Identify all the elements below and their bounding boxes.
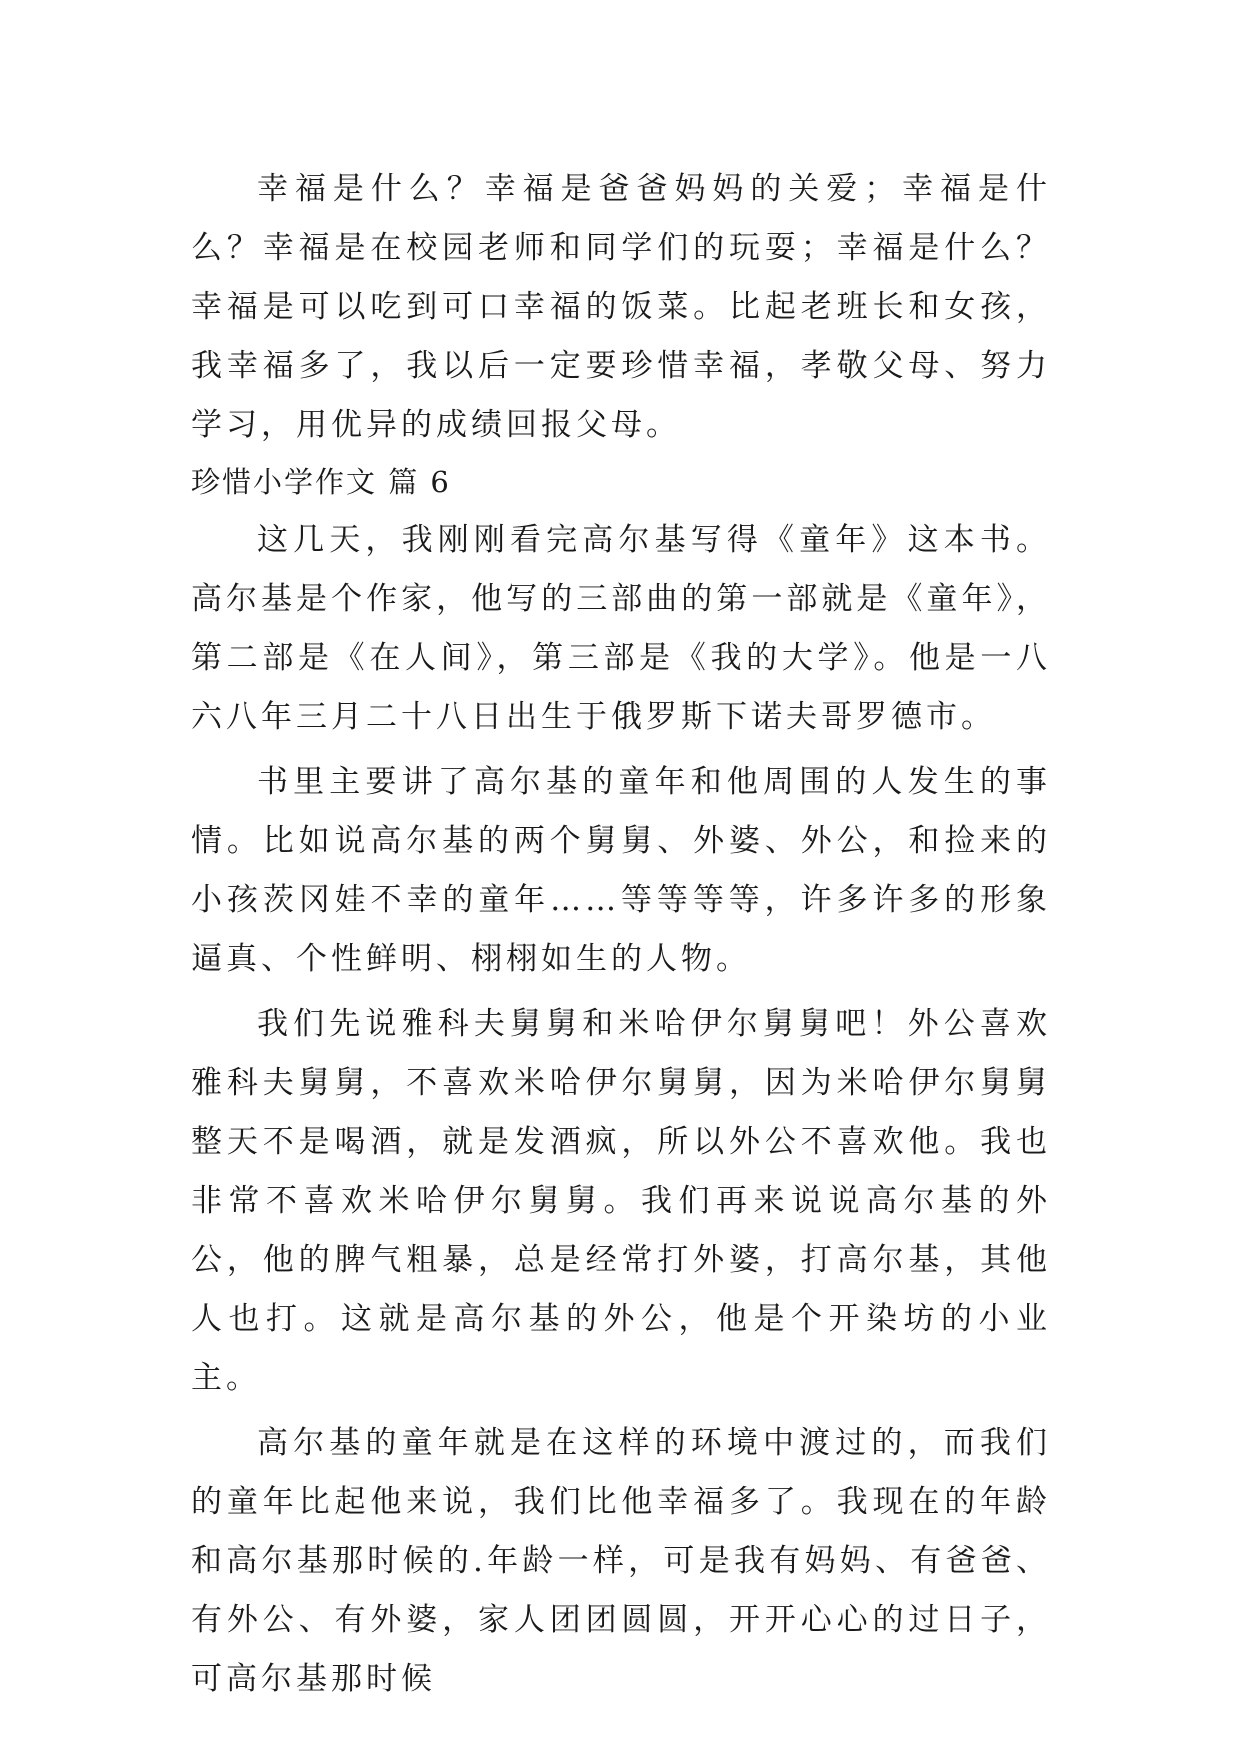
- paragraph-childhood-book: 这几天，我刚刚看完高尔基写得《童年》这本书。高尔基是个作家，他写的三部曲的第一部就是《童年》，第二部是《在人间》，第三部是《我的大学》。他是一八六八年三月二十八日出生于俄罗斯下诺夫哥罗德市。: [191, 522, 1051, 735]
- paragraph-happiness: 幸福是什么？幸福是爸爸妈妈的关爱；幸福是什么？幸福是在校园老师和同学们的玩耍；幸福是什么？幸福是可以吃到可口幸福的饭菜。比起老班长和女孩，我幸福多了，我以后一定要珍惜幸福，孝敬父母、努力学习，用优异的成绩回报父母。: [191, 171, 1051, 443]
- section-heading: 珍惜小学作文 篇 6: [191, 465, 451, 499]
- paragraph-book-content: 书里主要讲了高尔基的童年和他周围的人发生的事情。比如说高尔基的两个舅舅、外婆、外公，和捡来的小孩茨冈娃不幸的童年……等等等等，许多许多的形象逼真、个性鲜明、栩栩如生的人物。: [191, 764, 1051, 977]
- document-body: [191, 160, 1051, 1709]
- paragraph-uncles: 我们先说雅科夫舅舅和米哈伊尔舅舅吧！外公喜欢雅科夫舅舅，不喜欢米哈伊尔舅舅，因为米哈伊尔舅舅整天不是喝酒，就是发酒疯，所以外公不喜欢他。我也非常不喜欢米哈伊尔舅舅。我们再来说说高尔基的外公，他的脾气粗暴，总是经常打外婆，打高尔基，其他人也打。这就是高尔基的外公，他是个开染坊的小业主。: [191, 1006, 1051, 1396]
- paragraph-comparison: 高尔基的童年就是在这样的环境中渡过的，而我们的童年比起他来说，我们比他幸福多了。我现在的年龄和高尔基那时候的.年龄一样，可是我有妈妈、有爸爸、有外公、有外婆，家人团团圆圆，开开心心的过日子，可高尔基那时候: [191, 1425, 1051, 1697]
